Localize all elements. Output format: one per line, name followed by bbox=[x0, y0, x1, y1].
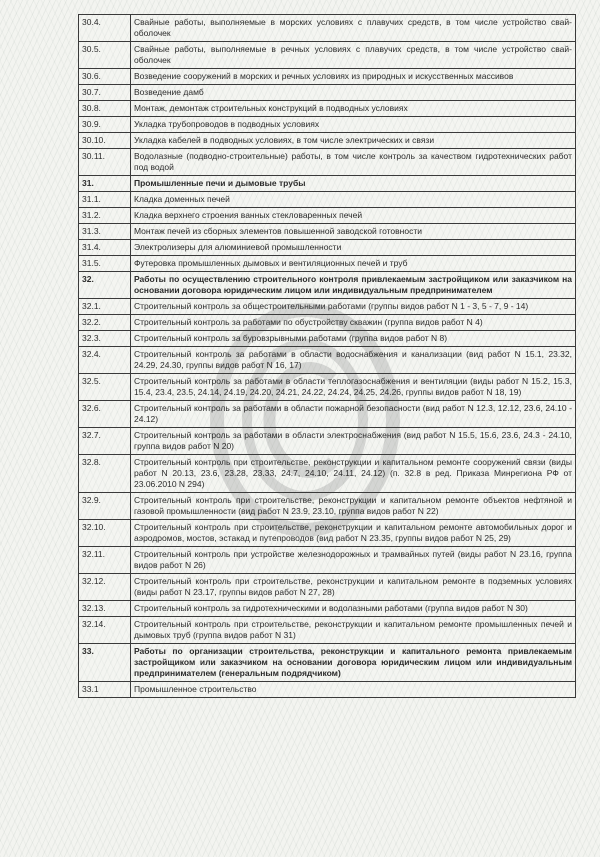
table-row bbox=[79, 601, 576, 617]
row-number: 31.5. bbox=[79, 256, 131, 272]
row-number: 32.3. bbox=[79, 331, 131, 347]
row-number: 30.9. bbox=[79, 117, 131, 133]
row-description: Монтаж печей из сборных элементов повышенной заводской готовности bbox=[131, 224, 576, 240]
table-row bbox=[79, 493, 576, 520]
row-description: Строительный контроль при строительстве, реконструкции и капитальном ремонте сооружений связи (виды работ N 20.13, 23.6, 23.28, 23.33, 24.7, 24.10, 24.11, 24.12) (п. 32.8 в ред. Приказа Минрегиона РФ от 23.06.2010 N 294) bbox=[131, 455, 576, 493]
row-description: Промышленные печи и дымовые трубы bbox=[131, 176, 576, 192]
table-row bbox=[79, 315, 576, 331]
row-description: Свайные работы, выполняемые в морских условиях с плавучих средств, в том числе устройство свай-оболочек bbox=[131, 15, 576, 42]
row-number: 32.9. bbox=[79, 493, 131, 520]
row-description: Строительный контроль при строительстве, реконструкции и капитальном ремонте объектов нефтяной и газовой промышленности (вид работ N 23.9, 23.10, группа видов работ N 22) bbox=[131, 493, 576, 520]
table-section-row bbox=[79, 176, 576, 192]
table-row bbox=[79, 133, 576, 149]
row-number: 30.8. bbox=[79, 101, 131, 117]
table-row bbox=[79, 69, 576, 85]
table-row bbox=[79, 401, 576, 428]
row-number: 30.4. bbox=[79, 15, 131, 42]
table-row bbox=[79, 15, 576, 42]
row-description: Возведение сооружений в морских и речных условиях из природных и искусственных массивов bbox=[131, 69, 576, 85]
row-number: 31.3. bbox=[79, 224, 131, 240]
table-row bbox=[79, 101, 576, 117]
row-description: Строительный контроль при строительстве, реконструкции и капитальном ремонте автомобильных дорог и аэродромов, мостов, эстакад и путепроводов (вид работ N 23.35, группы видов работ N 25, 29) bbox=[131, 520, 576, 547]
table-row bbox=[79, 240, 576, 256]
table-row bbox=[79, 574, 576, 601]
row-description: Промышленное строительство bbox=[131, 682, 576, 698]
document-page bbox=[78, 14, 576, 698]
table-row bbox=[79, 224, 576, 240]
table-row bbox=[79, 331, 576, 347]
row-number: 32.4. bbox=[79, 347, 131, 374]
row-description: Электролизеры для алюминиевой промышленности bbox=[131, 240, 576, 256]
table-row bbox=[79, 192, 576, 208]
row-number: 31.4. bbox=[79, 240, 131, 256]
row-number: 31.2. bbox=[79, 208, 131, 224]
row-description: Строительный контроль за общестроительными работами (группы видов работ N 1 - 3, 5 - 7, 9 - 14) bbox=[131, 299, 576, 315]
row-number: 30.10. bbox=[79, 133, 131, 149]
table-row bbox=[79, 520, 576, 547]
table-section-row bbox=[79, 272, 576, 299]
row-description: Возведение дамб bbox=[131, 85, 576, 101]
table-row bbox=[79, 428, 576, 455]
row-number: 30.6. bbox=[79, 69, 131, 85]
row-description: Строительный контроль при строительстве, реконструкции и капитальном ремонте промышленных печей и дымовых труб (группа видов работ N 31) bbox=[131, 617, 576, 644]
row-number: 32.5. bbox=[79, 374, 131, 401]
table-row bbox=[79, 42, 576, 69]
row-description: Кладка доменных печей bbox=[131, 192, 576, 208]
row-number: 32.14. bbox=[79, 617, 131, 644]
row-description: Строительный контроль за гидротехническими и водолазными работами (группа видов работ N 30) bbox=[131, 601, 576, 617]
row-description: Монтаж, демонтаж строительных конструкций в подводных условиях bbox=[131, 101, 576, 117]
row-number: 32.7. bbox=[79, 428, 131, 455]
row-description: Строительный контроль за работами в области водоснабжения и канализации (вид работ N 15.1, 23.32, 24.29, 24.30, группы видов работ N 16, 17) bbox=[131, 347, 576, 374]
row-description: Строительный контроль за работами в области электроснабжения (вид работ N 15.5, 15.6, 23.6, 24.3 - 24.10, группа видов работ N 20) bbox=[131, 428, 576, 455]
row-number: 31.1. bbox=[79, 192, 131, 208]
row-number: 32.12. bbox=[79, 574, 131, 601]
row-description: Работы по организации строительства, реконструкции и капитального ремонта привлекаемым застройщиком или заказчиком на основании договора юридическим лицом или индивидуальным предпринимателем (генеральным подрядчиком) bbox=[131, 644, 576, 682]
table-row bbox=[79, 85, 576, 101]
row-number: 32.6. bbox=[79, 401, 131, 428]
table-row bbox=[79, 547, 576, 574]
table-section-row bbox=[79, 644, 576, 682]
row-description: Укладка трубопроводов в подводных условиях bbox=[131, 117, 576, 133]
row-description: Строительный контроль за работами в области пожарной безопасности (вид работ N 12.3, 12.12, 23.6, 24.10 - 24.12) bbox=[131, 401, 576, 428]
row-description: Строительный контроль при устройстве железнодорожных и трамвайных путей (виды работ N 23.16, группа видов работ N 26) bbox=[131, 547, 576, 574]
row-description: Строительный контроль за буровзрывными работами (группа видов работ N 8) bbox=[131, 331, 576, 347]
table-row bbox=[79, 347, 576, 374]
row-number: 30.11. bbox=[79, 149, 131, 176]
table-row bbox=[79, 455, 576, 493]
row-description: Строительный контроль за работами в области теплогазоснабжения и вентиляции (виды работ N 15.2, 15.3, 15.4, 23.4, 23.5, 24.14, 24.19, 24.20, 24.21, 24.22, 24.24, 24.25, 24.26, группы видов работ N 18, 19) bbox=[131, 374, 576, 401]
row-description: Работы по осуществлению строительного контроля привлекаемым застройщиком или заказчиком на основании договора юридическим лицом или индивидуальным предпринимателем bbox=[131, 272, 576, 299]
row-description: Свайные работы, выполняемые в речных условиях с плавучих средств, в том числе устройство свай-оболочек bbox=[131, 42, 576, 69]
table-row bbox=[79, 682, 576, 698]
table-row bbox=[79, 149, 576, 176]
row-number: 30.7. bbox=[79, 85, 131, 101]
table-row bbox=[79, 208, 576, 224]
row-description: Футеровка промышленных дымовых и вентиляционных печей и труб bbox=[131, 256, 576, 272]
row-number: 32.13. bbox=[79, 601, 131, 617]
table-row bbox=[79, 117, 576, 133]
row-number: 32.1. bbox=[79, 299, 131, 315]
row-number: 33.1 bbox=[79, 682, 131, 698]
table-row bbox=[79, 256, 576, 272]
table-row bbox=[79, 617, 576, 644]
row-number: 31. bbox=[79, 176, 131, 192]
works-table bbox=[78, 14, 576, 698]
row-number: 33. bbox=[79, 644, 131, 682]
works-table-body bbox=[79, 15, 576, 698]
row-number: 32.11. bbox=[79, 547, 131, 574]
row-description: Водолазные (подводно-строительные) работы, в том числе контроль за качеством гидротехнических работ под водой bbox=[131, 149, 576, 176]
row-description: Строительный контроль при строительстве, реконструкции и капитальном ремонте в подземных условиях (виды работ N 23.17, группы видов работ N 27, 28) bbox=[131, 574, 576, 601]
row-number: 30.5. bbox=[79, 42, 131, 69]
row-description: Строительный контроль за работами по обустройству скважин (группа видов работ N 4) bbox=[131, 315, 576, 331]
row-description: Укладка кабелей в подводных условиях, в том числе электрических и связи bbox=[131, 133, 576, 149]
table-row bbox=[79, 374, 576, 401]
row-number: 32.2. bbox=[79, 315, 131, 331]
row-description: Кладка верхнего строения ванных стекловаренных печей bbox=[131, 208, 576, 224]
row-number: 32.8. bbox=[79, 455, 131, 493]
row-number: 32.10. bbox=[79, 520, 131, 547]
row-number: 32. bbox=[79, 272, 131, 299]
table-row bbox=[79, 299, 576, 315]
